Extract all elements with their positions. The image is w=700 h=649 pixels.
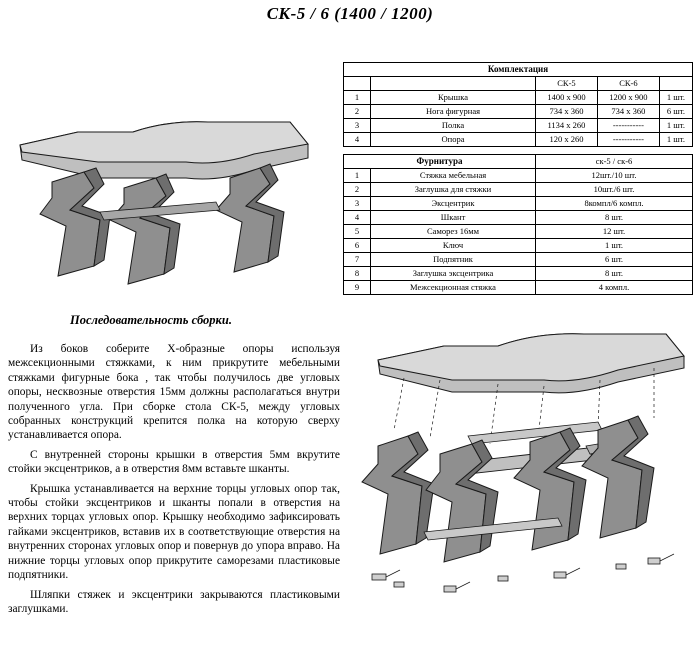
cell-sk5: 1134 х 260: [536, 119, 598, 133]
col-sk6: СК-6: [597, 77, 659, 91]
cell-name: Стяжка мебельная: [371, 169, 536, 183]
cell-qty: 1 шт.: [536, 239, 693, 253]
col-index: [344, 77, 371, 91]
cell-index: 2: [344, 105, 371, 119]
cell-index: 5: [344, 225, 371, 239]
table-column-row: [344, 77, 693, 91]
figure-exploded-desk: [348, 318, 696, 638]
assembly-paragraph-1: Из боков соберите Х-образные опоры используя межсекционными стяжками, к ним прикрутите мебельными стяжками фигурные бока , так чтобы получилось две угловых опоры, несквозные отверстия 15мм должны располагаться внутри полученного угла. При сборке стола СК-5, между угловых собранных конструкций крепится полка на которую сверху устанавливается опора.: [8, 343, 340, 442]
cell-qty: 6 шт.: [536, 253, 693, 267]
col-sk5: СК-5: [536, 77, 598, 91]
cell-qty: 4 компл.: [536, 281, 693, 295]
cell-sk5: 120 х 260: [536, 133, 598, 147]
cell-qty: 1 шт.: [659, 133, 692, 147]
cell-sk6: -----------: [597, 119, 659, 133]
cell-index: 6: [344, 239, 371, 253]
cell-index: 3: [344, 197, 371, 211]
cell-index: 1: [344, 169, 371, 183]
cell-qty: 1 шт.: [659, 91, 692, 105]
table-row: [344, 105, 693, 119]
cell-index: 3: [344, 119, 371, 133]
table-row: [344, 267, 693, 281]
cell-sk6: 1200 х 900: [597, 91, 659, 105]
furnitura-table: [343, 154, 693, 295]
cell-sk5: 734 х 360: [536, 105, 598, 119]
assembly-paragraph-3: Крышка устанавливается на верхние торцы угловых опор так, чтобы стойки эксцентриков и шканты попали в отверстия на верхних торцах угловых опор. Крышку необходимо зафиксировать гайками эксцентриков, вставив их в соответствующие отверстия на внутренних сторонах угловых опор и повернув до упора вправо. На нижние торцы угловых опор прикрутите саморезами пластиковые подпятники.: [8, 482, 340, 582]
cell-name: Ключ: [371, 239, 536, 253]
assembly-paragraph-4: Шляпки стяжек и эксцентрики закрываются пластиковыми заглушками.: [8, 588, 340, 615]
cell-qty: 6 шт.: [659, 105, 692, 119]
cell-sk6: 734 х 360: [597, 105, 659, 119]
cell-index: 8: [344, 267, 371, 281]
col-name: [371, 77, 536, 91]
cell-name: Нога фигурная: [371, 105, 536, 119]
cell-sk5: 1400 х 900: [536, 91, 598, 105]
cell-name: Саморез 16мм: [371, 225, 536, 239]
cell-name: Опора: [371, 133, 536, 147]
cell-name: Шкант: [371, 211, 536, 225]
specification-tables: [343, 62, 693, 295]
table-row: [344, 133, 693, 147]
table-row: [344, 197, 693, 211]
cell-name: Полка: [371, 119, 536, 133]
cell-name: Крышка: [371, 91, 536, 105]
assembly-heading: Последовательность сборки.: [70, 313, 232, 327]
figure-assembled-desk: [8, 60, 328, 290]
furnitura-title: Фурнитура: [344, 155, 536, 169]
table-row: [344, 169, 693, 183]
table-row: [344, 183, 693, 197]
page-title: СК-5 / 6 (1400 / 1200): [266, 4, 434, 23]
komplektaciya-title: Комплектация: [344, 63, 693, 77]
cell-index: 7: [344, 253, 371, 267]
table-row: [344, 281, 693, 295]
cell-name: Межсекционная стяжка: [371, 281, 536, 295]
cell-sk6: -----------: [597, 133, 659, 147]
cell-name: Подпятник: [371, 253, 536, 267]
cell-qty: 8 шт.: [536, 267, 693, 281]
cell-qty: 12 шт.: [536, 225, 693, 239]
cell-index: 2: [344, 183, 371, 197]
cell-qty: 12шт./10 шт.: [536, 169, 693, 183]
table-header-row: [344, 63, 693, 77]
table-row: [344, 119, 693, 133]
table-spacer: [343, 147, 693, 154]
assembly-paragraph-2: С внутренней стороны крышки в отверстия 5мм вкрутите стойки эксцентриков, а в отверстия 8мм вставьте шканты.: [8, 448, 340, 476]
exploded-desk-illustration: [348, 318, 696, 638]
cell-index: 9: [344, 281, 371, 295]
cell-qty: 8 шт.: [536, 211, 693, 225]
cell-qty: 1 шт.: [659, 119, 692, 133]
furnitura-col-label: ск-5 / ск-6: [536, 155, 693, 169]
cell-name: Эксцентрик: [371, 197, 536, 211]
table-row: [344, 211, 693, 225]
cell-name: Заглушка эксцентрика: [371, 267, 536, 281]
cell-index: 1: [344, 91, 371, 105]
table-header-row: [344, 155, 693, 169]
table-row: [344, 253, 693, 267]
table-row: [344, 91, 693, 105]
table-row: [344, 225, 693, 239]
cell-index: 4: [344, 133, 371, 147]
assembly-instructions: [8, 342, 340, 616]
cell-qty: 8компл/6 компл.: [536, 197, 693, 211]
assembled-desk-illustration: [8, 60, 328, 290]
cell-qty: 10шт./6 шт.: [536, 183, 693, 197]
komplektaciya-table: [343, 62, 693, 147]
table-row: [344, 239, 693, 253]
cell-name: Заглушка для стяжки: [371, 183, 536, 197]
cell-index: 4: [344, 211, 371, 225]
col-qty: [659, 77, 692, 91]
